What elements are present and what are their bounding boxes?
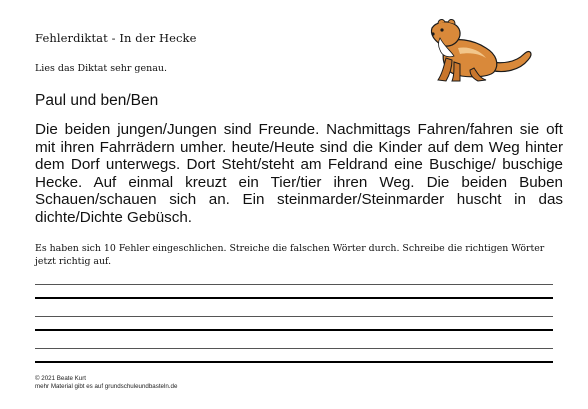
instruction-text: Lies das Diktat sehr genau.	[35, 63, 168, 74]
worksheet-title: Fehlerdiktat - In der Hecke	[35, 31, 197, 45]
footer	[35, 375, 177, 391]
writing-base-line	[35, 297, 553, 299]
marten-icon	[424, 18, 536, 84]
writing-base-line	[35, 361, 553, 363]
writing-base-line	[35, 329, 553, 331]
writing-guide-line	[35, 348, 553, 349]
material-link-text: mehr Material gibt es auf grundschuleundbasteln.de	[35, 383, 178, 390]
task-instruction: Es haben sich 10 Fehler eingeschlichen. Streiche die falschen Wörter durch. Schreibe die richtigen Wörter jetzt richtig auf.	[35, 243, 545, 267]
story-text: Die beiden jungen/Jungen sind Freunde. Nachmittags Fahren/fahren sie oft mit ihren Fahrrädern umher. heute/Heute sind die Kinder auf dem Weg hinter dem Dorf unterwegs. Dort Steht/steht am Feldrand eine Buschige/ buschige Hecke. Auf einmal kreuzt ein Tier/tier ihren Weg. Die beiden Buben Schauen/schauen sich an. Ein steinmarder/Steinmarder huscht in das dichte/Dichte Gebüsch.	[35, 121, 563, 226]
copyright-text: © 2021 Beate Kurt	[35, 375, 86, 382]
story-title: Paul und ben/Ben	[35, 92, 159, 109]
writing-guide-line	[35, 316, 553, 317]
writing-guide-line	[35, 284, 553, 285]
